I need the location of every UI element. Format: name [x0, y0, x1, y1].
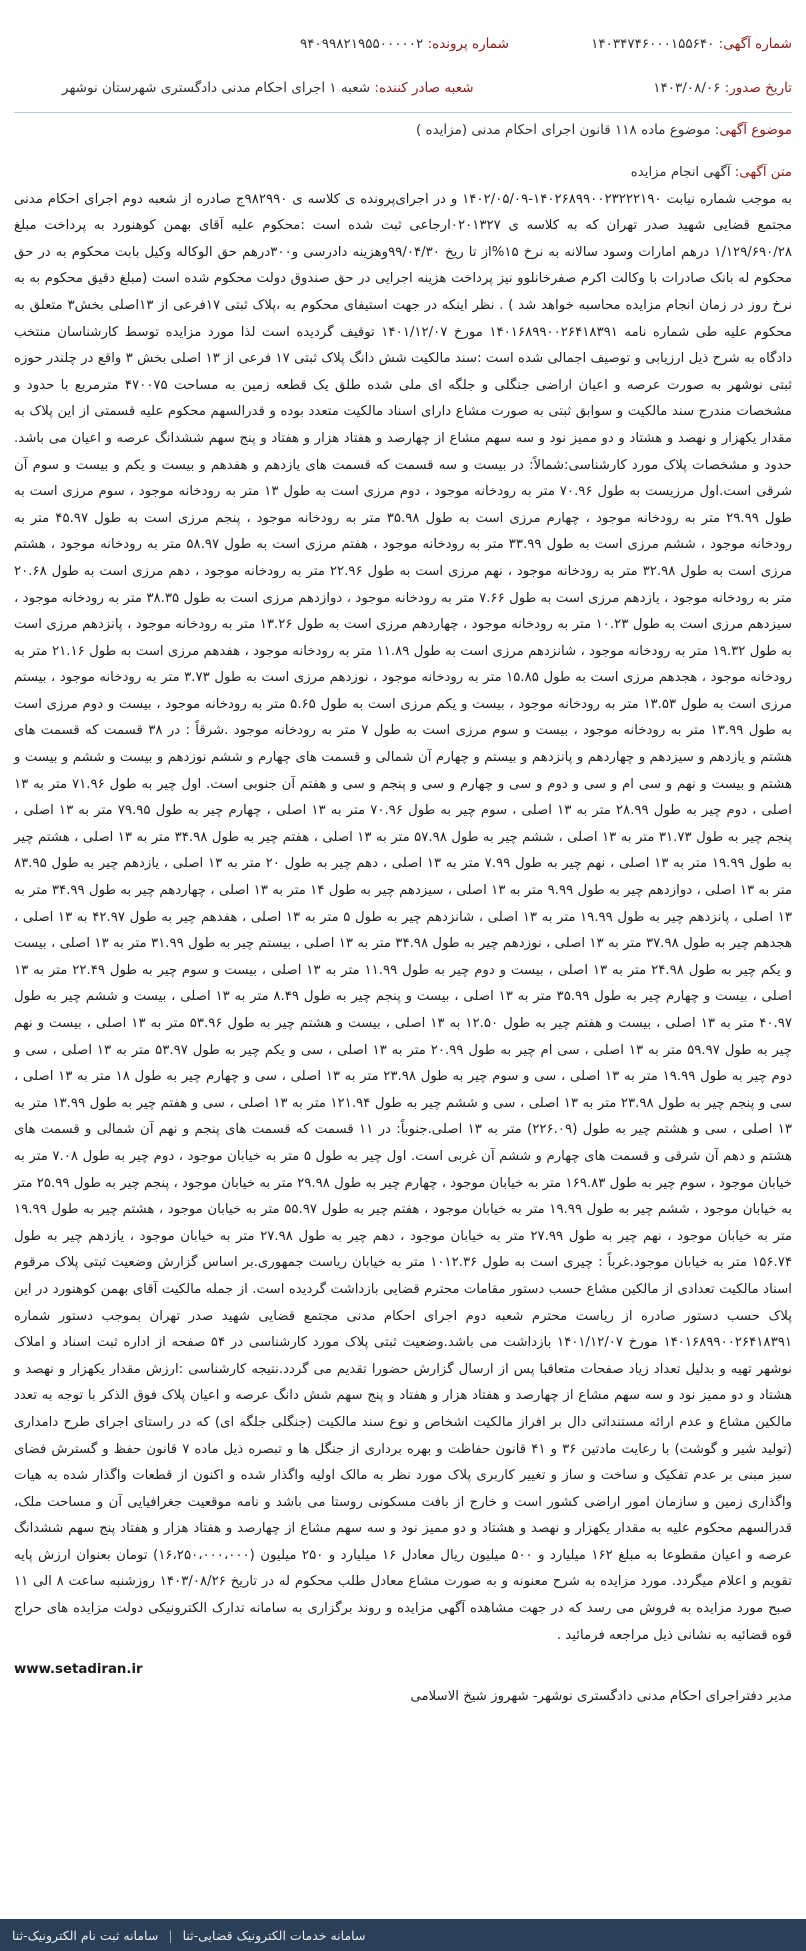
issuer-block: [62, 80, 474, 96]
footer-link-sana-register[interactable]: سامانه ثبت نام الکترونیک-ثنا: [12, 1927, 159, 1943]
issuer-label: شعبه صادر کننده:: [374, 80, 474, 96]
text-title: آگهی انجام مزایده: [630, 165, 731, 180]
issue-date: ۱۴۰۳/۰۸/۰۶: [653, 80, 721, 96]
footer-link-sana-services[interactable]: سامانه خدمات الکترونیک قضایی-ثنا: [182, 1927, 366, 1943]
ad-number: ۱۴۰۳۴۷۴۶۰۰۰۱۵۵۶۴۰: [591, 36, 715, 52]
text-intro: [14, 160, 792, 187]
body-paragraph: به موجب شماره نیابت ۱۴۰۲۶۸۹۹۰۰۲۳۲۲۲۱۹۰-۱۴۰۲/۰۵/۰۹ و در اجرای‌پرونده ی کلاسه ی ۹۸۲۹۹۰ج صادره از شعبه دوم اجرای احکام مدنی مجتمع قضایی شهید صدر تهران که به کلاسه ی ۰۲۰۱۳۲۷ارجاعی ثبت شده است :محکوم علیه آقای بهمن کوهنورد به پرداخت مبلغ ۱/۱۲۹/۶۹۰/۲۸ درهم امارات وسود سالانه به نرخ ۱۵%از تا ریخ ۹۹/۰۴/۳۰وهزینه دادرسی و۳۰۰درهم حق الوکاله وکیل بابت محکوم به در حق محکوم له بانک صادرات با وکالت اکرم صفرخانلوو نیز پرداخت هزینه اجرایی در حق صندوق دولت محکوم شده است (مبلغ دقیق محکوم به به نرخ روز در زمان انجام مزایده محاسبه خواهد شد ) . نظر اینکه در جهت استیفای محکوم به ،پلاک ثبتی ۱۷فرعی از ۱۳اصلی بخش۳ متعلق به محکوم علیه طی شماره نامه ۱۴۰۱۶۸۹۹۰۰۲۶۴۱۸۳۹۱ مورخ ۱۴۰۱/۱۲/۰۷ توقیف گردیده است لذا مورد مزایده توسط کارشناسان منتخب دادگاه به شرح ذیل ارزیابی و توصیف اجمالی شده است :سند مالکیت شش دانگ پلاک ثبتی ۱۷ فرعی از ۱۳ اصلی بخش ۳ واقع در چلندر حوزه ثبتی نوشهر به صورت عرصه و اعیان اراضی جنگلی و جلگه ای ملی شده طلق یک قطعه زمین به مساحت ۴۷۰۰۷۵ مترمربع با حدود و مشخصات مندرج سند مالکیت و سوابق ثبتی به صورت مشاع دارای اسناد مالکیت متعدد بوده و قدرالسهم محکوم علیه قسمتی از این پلاک به مقدار یکهزار و نهصد و هشتاد و دو ممیز نود و سه سهم مشاع از چهارصد و هفتاد هزار و هفتاد و پنج سهم ششدانگ عرصه و اعیان می باشد. حدود و مشخصات پلاک مورد کارشناسی:شمالاً: در بیست و سه قسمت که قسمت های یازدهم و هفدهم و بیست و یکم و بیست و سوم آن شرقی است.اول مرزیست به طول ۷۰.۹۶ متر به رودخانه موجود ، دوم مرزی است به طول ۱۳ متر به رودخانه موجود ، سوم مرزی است به طول ۲۹.۹۹ متر به رودخانه موجود ، چهارم مرزی است به طول ۳۵.۹۸ متر به رودخانه موجود ، پنجم مرزی است به طول ۴۵.۹۷ متر به رودخانه موجود ، ششم مرزی است به طول ۳۳.۹۹ متر به رودخانه موجود ، هفتم مرزی است به طول ۵۸.۹۷ متر به رودخانه موجود ، هشتم مرزی است به طول ۳۲.۹۸ متر به رودخانه موجود ، نهم مرزی است به طول ۲۲.۹۶ متر به رودخانه موجود ، دهم مرزی است به طول ۲۰.۶۸ متر به رودخانه موجود ، یازدهم مرزی است به طول ۷.۶۶ متر به رودخانه موجود ، دوازدهم مرزی است به طول ۳۸.۳۵ متر به رودخانه موجود ، سیزدهم مرزی است به طول ۱۰.۲۳ متر به رودخانه موجود ، چهاردهم مرزی است به طول ۱۳.۲۶ متر به رودخانه موجود ، پانزدهم مرزی است به طول ۱۹.۳۲ متر به رودخانه موجود ، شانزدهم مرزی است به طول ۱۱.۸۹ متر به رودخانه موجود ، هفدهم مرزی است به طول ۲۱.۱۶ متر به رودخانه موجود ، هجدهم مرزی است به طول ۱۵.۸۵ متر به رودخانه موجود ، نوزدهم مرزی است به طول ۳.۷۳ متر به رودخانه موجود ، بیستم مرزی است به طول ۱۳.۵۳ متر به رودخانه موجود ، بیست و یکم مرزی است به طول ۵.۶۵ متر به رودخانه موجود ، بیست و دوم مرزی است به طول ۱۳.۹۹ متر به رودخانه موجود ، بیست و سوم مرزی است به طول ۷ متر به رودخانه موجود .شرقاً : در ۳۸ قسمت که قسمت های هشتم و یازدهم و سیزدهم و چهاردهم و پانزدهم و بیستم و چهارم آن شمالی و قسمت های چهارم و ششم نوزدهم و بیست و ششم و بیست و هشتم و بیست و نهم و سی ام و سی و دوم و سی و چهارم و سی و پنجم و سی و هفتم آن جنوبی است. اول چیر به طول ۷۱.۹۶ متر به ۱۳ اصلی ، دوم چیر به طول ۲۸.۹۹ متر به ۱۳ اصلی ، سوم چیر به طول ۷۰.۹۶ متر به ۱۳ اصلی ، چهارم چیر به طول ۷۹.۹۵ متر به ۱۳ اصلی ، پنجم چیر به طول ۳۱.۷۳ متر به ۱۳ اصلی ، ششم چیر به طول ۵۷.۹۸ متر به ۱۳ اصلی ، هفتم چیر به طول ۳۴.۹۸ متر به ۱۳ اصلی ، هشتم چیر به طول ۱۹.۹۹ متر به ۱۳ اصلی ، نهم چیر به طول ۷.۹۹ متر به ۱۳ اصلی ، دهم چیر به طول ۲۰ متر به ۱۳ اصلی ، یازدهم چیر به طول ۸۳.۹۵ متر به ۱۳ اصلی ، دوازدهم چیر به طول ۹.۹۹ متر به ۱۳ اصلی ، سیزدهم چیر به طول ۱۴ متر به ۱۳ اصلی ، چهاردهم چیر به طول ۳۴.۹۹ متر به ۱۳ اصلی ، پانزدهم چیر به طول ۱۹.۹۹ متر به ۱۳ اصلی ، شانزدهم چیر به طول ۵ متر به ۱۳ اصلی ، هفدهم چیر به طول ۴۲.۹۷ به ۱۳ اصلی ، هجدهم چیر به طول ۳۷.۹۸ متر به ۱۳ اصلی ، نوزدهم چیر به طول ۳۴.۹۸ متر به ۱۳ اصلی ، بیستم چیر به طول ۳۱.۹۹ متر به ۱۳ اصلی ، بیست و یکم چیر به طول ۲۴.۹۸ متر به ۱۳ اصلی ، بیست و دوم چیر به طول ۱۱.۹۹ متر به ۱۳ اصلی ، بیست و سوم چیر به طول ۲۲.۴۹ متر به ۱۳ اصلی ، بیست و چهارم چیر به طول ۳۵.۹۹ متر به ۱۳ اصلی ، بیست و پنجم چیر به طول ۸.۴۹ متر به ۱۳ اصلی ، بیست و ششم چیر به طول ۴۰.۹۷ متر به ۱۳ اصلی ، بیست و هفتم چیر به طول ۱۲.۵۰ به ۱۳ اصلی ، بیست و هشتم چیر به طول ۵۳.۹۶ متر به ۱۳ اصلی ، بیست و نهم چیر به طول ۵۹.۹۷ متر به ۱۳ اصلی ، سی ام چیر به طول ۲۰.۹۹ متر به ۱۳ اصلی ، سی و یکم چیر به طول ۵۳.۹۷ متر به ۱۳ اصلی ، سی و دوم چیر به طول ۱۹.۹۹ متر به ۱۳ اصلی ، سی و سوم چیر به طول ۲۳.۹۸ متر به ۱۳ اصلی ، سی و چهارم چیر به طول ۱۸ متر به ۱۳ اصلی ، سی و پنجم چیر به طول ۲۳.۹۸ متر به ۱۳ اصلی ، سی و ششم چیر به طول ۱۲۱.۹۴ متر به ۱۳ اصلی ، سی و هفتم چیر به طول ۱۳.۹۹ متر به ۱۳ اصلی ، سی و هشتم چیر به طول (۲۲۶.۰۹) متر به ۱۳ اصلی.جنوباً: در ۱۱ قسمت که قسمت های پنجم و نهم آن شمالی و قسمت های هشتم و دهم آن شرقی و قسمت های چهارم و ششم آن غربی است. اول چیر به طول ۵ متر به خیابان موجود ، دوم چیر به طول ۷.۰۸ متر به خیابان موجود ، سوم چیر به طول ۱۶۹.۸۳ متر به خیابان موجود ، چهارم چیر به طول ۲۹.۹۸ متر به خیابان موجود ، پنجم چیر به طول ۲۵.۹۹ متر به خیابان موجود ، ششم چیر به طول ۱۹.۹۹ متر به خیابان موجود ، هفتم چیر به طول ۵۵.۹۷ متر به خیابان موجود ، هشتم چیر به طول ۱۹.۹۹ متر به خیابان موجود ، نهم چیر به طول ۲۷.۹۹ متر به خیابان موجود ، دهم چیر به طول ۲۷.۹۸ متر به خیابان موجود ، یازدهم چیر به طول ۱۵۶.۷۴ متر به خیابان موجود.غرباً : چیری است به طول ۱۰۱۲.۳۶ متر به خیابان ریاست جمهوری.بر اساس گزارش وضعیت ثبتی پلاک مرقوم اسناد مالکیت تعدادی از مالکین مشاع حسب دستور مقامات محترم قضایی بازداشت گردیده است. از جمله مالکیت آقای بهمن کوهنورد در این پلاک حسب دستور صادره از ریاست محترم شعبه دوم اجرای احکام مدنی مجتمع قضایی شهید صدر تهران بموجب دستور شماره ۱۴۰۱۶۸۹۹۰۰۲۶۴۱۸۳۹۱ مورخ ۱۴۰۱/۱۲/۰۷ بازداشت می باشد.وضعیت ثبتی پلاک مورد کارشناسی در ۵۴ صفحه از اداره ثبت اسناد و املاک نوشهر تهیه و بدلیل تعداد زیاد صفحات متعاقبا پس از ارسال گزارش حضورا تقدیم می گردد.نتیجه کارشناسی :ارزش مقدار یکهزار و نهصد و هشتاد و دو ممیز نود و سه سهم مشاع از چهارصد و هفتاد هزار و هفتاد و پنج سهم شش دانگ عرصه و اعیان پلاک فوق الذکر با توجه به تعدد مالکین مشاع و عدم ارائه مستنداتی دال بر افراز مالکیت اشخاص و نوع سند مالکیت (جنگلی جلگه ای) که در راستای اجرای طرح دامداری (تولید شیر و گوشت) با رعایت مادتین ۳۶ و ۴۱ قانون حفاظت و بهره برداری از جنگل ها و تبصره ذیل ماده ۷ قانون حفظ و گسترش فضای سبز مبنی بر عدم تفکیک و ساخت و ساز و تغییر کاربری پلاک مورد نظر به مالک اولیه واگذار شده و اکنون از قطعات واگذار شده به هیات واگذاری زمین و سازمان امور اراضی کشور است و خارج از بافت مسکونی روستا می باشد و نامه موقعیت جغرافیایی آن و مساحت ملک، قدرالسهم محکوم علیه به مقدار یکهزار و نهصد و هشتاد و دو ممیز نود و سه سهم مشاع از چهارصد و هفتاد هزار و هفتاد پنج سهم ششدانگ عرصه و اعیان مقطوعا به مبلغ ۱۶۲ میلیارد و ۵۰۰ میلیون ریال معادل ۱۶ میلیارد و ۲۵۰ میلیون (۱۶،۲۵۰،۰۰۰،۰۰۰) تومان بعنوان ارزش پایه تقویم و اعلام میگردد. مورد مزایده به شرح معنونه و به صورت مشاع معادل طلب محکوم له در تاریخ ۱۴۰۳/۰۸/۲۶ روزشنبه ساعت ۸ الی ۱۱ صبح مورد مزایده به فروش می رسد که در جهت مشاهده آگهی مزایده و روند برگزاری به سامانه تدارک الکترونیکی دولت مزایده های حراج قوه قضائیه به نشانی ذیل مراجعه فرمائید .: [14, 191, 793, 1643]
setadiran-link[interactable]: www.setadiran.ir: [14, 1662, 143, 1678]
case-number-label: شماره پرونده:: [427, 36, 509, 52]
case-number: ۹۴۰۹۹۸۲۱۹۵۵۰۰۰۰۰۲: [300, 36, 424, 52]
subject-label: موضوع آگهی:: [714, 122, 792, 138]
issue-date-label: تاریخ صدور:: [724, 80, 792, 96]
issuer: شعبه ۱ اجرای احکام مدنی دادگستری شهرستان نوشهر: [62, 80, 371, 96]
text-label: متن آگهی:: [734, 165, 792, 180]
signature: مدیر دفتراجرای احکام مدنی دادگستری نوشهر- شهروز شیخ الاسلامی: [410, 1688, 792, 1704]
subject-value: موضوع ماده ۱۱۸ قانون اجرای احکام مدنی (مزایده ): [415, 122, 711, 138]
subject-line: [14, 122, 792, 138]
notice-body: [14, 160, 792, 1710]
case-number-block: [300, 36, 509, 52]
header-divider: [14, 112, 792, 113]
footer-bar: [0, 1919, 806, 1951]
ad-number-label: شماره آگهی:: [718, 36, 792, 52]
footer-separator: |: [168, 1927, 173, 1943]
